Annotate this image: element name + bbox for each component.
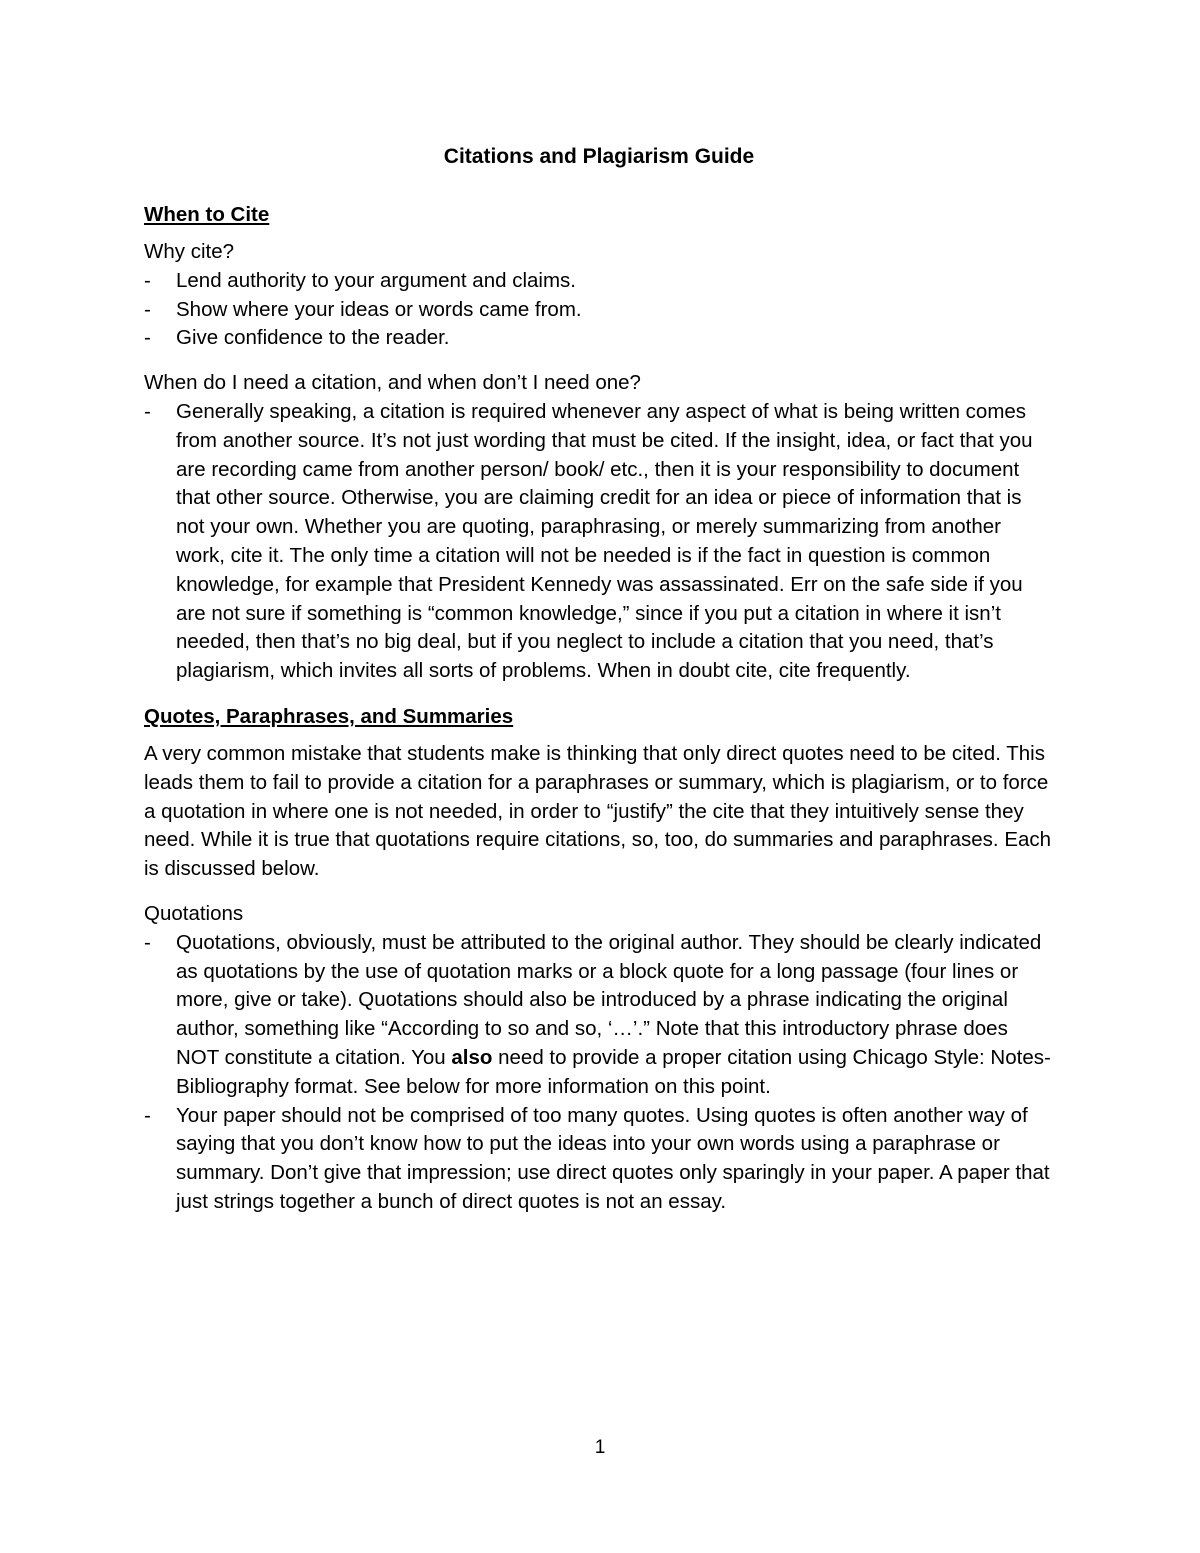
list-item xyxy=(144,398,1054,686)
dash-bullet: - xyxy=(144,399,151,423)
dash-bullet: - xyxy=(144,1103,151,1127)
list-item-text: Your paper should not be comprised of too many quotes. Using quotes is often another way of saying that you don’t know how to put the ideas into your own words using a paraphrase or summary. Don’t give that impression; use direct quotes only sparingly in your paper. A paper that just strings together a bunch of direct quotes is not an essay. xyxy=(176,1103,1050,1213)
section-heading-when-to-cite: When to Cite xyxy=(144,203,270,226)
list-item-text: Generally speaking, a citation is required whenever any aspect of what is being written comes from another source. It’s not just wording that must be cited. If the insight, idea, or fact that you are recording came from another person/ book/ etc., then it is your responsibility to document that other source. Otherwise, you are claiming credit for an idea or piece of information that is not your own. Whether you are quoting, paraphrasing, or merely summarizing from another work, cite it. The only time a citation will not be needed is if the fact in question is common knowledge, for example that President Kennedy was assassinated. Err on the safe side if you are not sure if something is “common knowledge,” since if you put a citation in where it isn’t needed, then that’s no big deal, but if you neglect to include a citation that you need, that’s plagiarism, which invites all sorts of problems. When in doubt cite, cite frequently. xyxy=(176,399,1033,683)
list-item-text-part1: Quotations, obviously, must be attributed to the original author. They should be clearly indicated as quotations by the use of quotation marks or a block quote for a long passage (four lines or more, give or take). Quotations should also be introduced by a phrase indicating the original author, something like “According to so and so, ‘…’.” Note that this introductory phrase does NOT constitute a citation. You xyxy=(176,930,1042,1069)
document-page xyxy=(144,140,1054,1233)
when-needed-label: When do I need a citation, and when don’t I need one? xyxy=(144,371,641,395)
section-heading-quotes: Quotes, Paraphrases, and Summaries xyxy=(144,704,514,728)
why-cite-list xyxy=(144,267,1054,353)
why-cite-block xyxy=(144,238,1054,353)
dash-bullet: - xyxy=(144,326,151,350)
quotations-list xyxy=(144,929,1054,1217)
dash-bullet: - xyxy=(144,930,151,954)
list-item-text-part2: need to provide a proper citation using Chicago Style: Notes-Bibliography format. See below for more information on this point. xyxy=(176,1045,1051,1098)
list-item xyxy=(144,267,1054,296)
list-item-text: Lend authority to your argument and claims. xyxy=(176,268,576,292)
page-number: 1 xyxy=(594,1437,606,1458)
list-item-text: Show where your ideas or words came from. xyxy=(176,297,582,321)
quotes-intro-paragraph: A very common mistake that students make is thinking that only direct quotes need to be cited. This leads them to fail to provide a citation for a paraphrases or summary, which is plagiarism, or to force a quotation in where one is not needed, in order to “justify” the cite that they intuitively sense they need. While it is true that quotations require citations, so, too, do summaries and paraphrases. Each is discussed below. xyxy=(144,741,1052,881)
dash-bullet: - xyxy=(144,297,151,321)
when-needed-block xyxy=(144,369,1054,686)
quotations-block xyxy=(144,900,1054,1217)
dash-bullet: - xyxy=(144,268,151,292)
when-needed-list xyxy=(144,398,1054,686)
quotations-label: Quotations xyxy=(144,901,244,925)
list-item-text: Give confidence to the reader. xyxy=(176,326,450,350)
list-item xyxy=(144,1102,1054,1217)
list-item xyxy=(144,296,1054,325)
list-item xyxy=(144,324,1054,353)
emphasis-also: also xyxy=(451,1045,493,1069)
document-title: Citations and Plagiarism Guide xyxy=(443,145,755,168)
list-item xyxy=(144,929,1054,1102)
why-cite-label: Why cite? xyxy=(144,240,234,263)
